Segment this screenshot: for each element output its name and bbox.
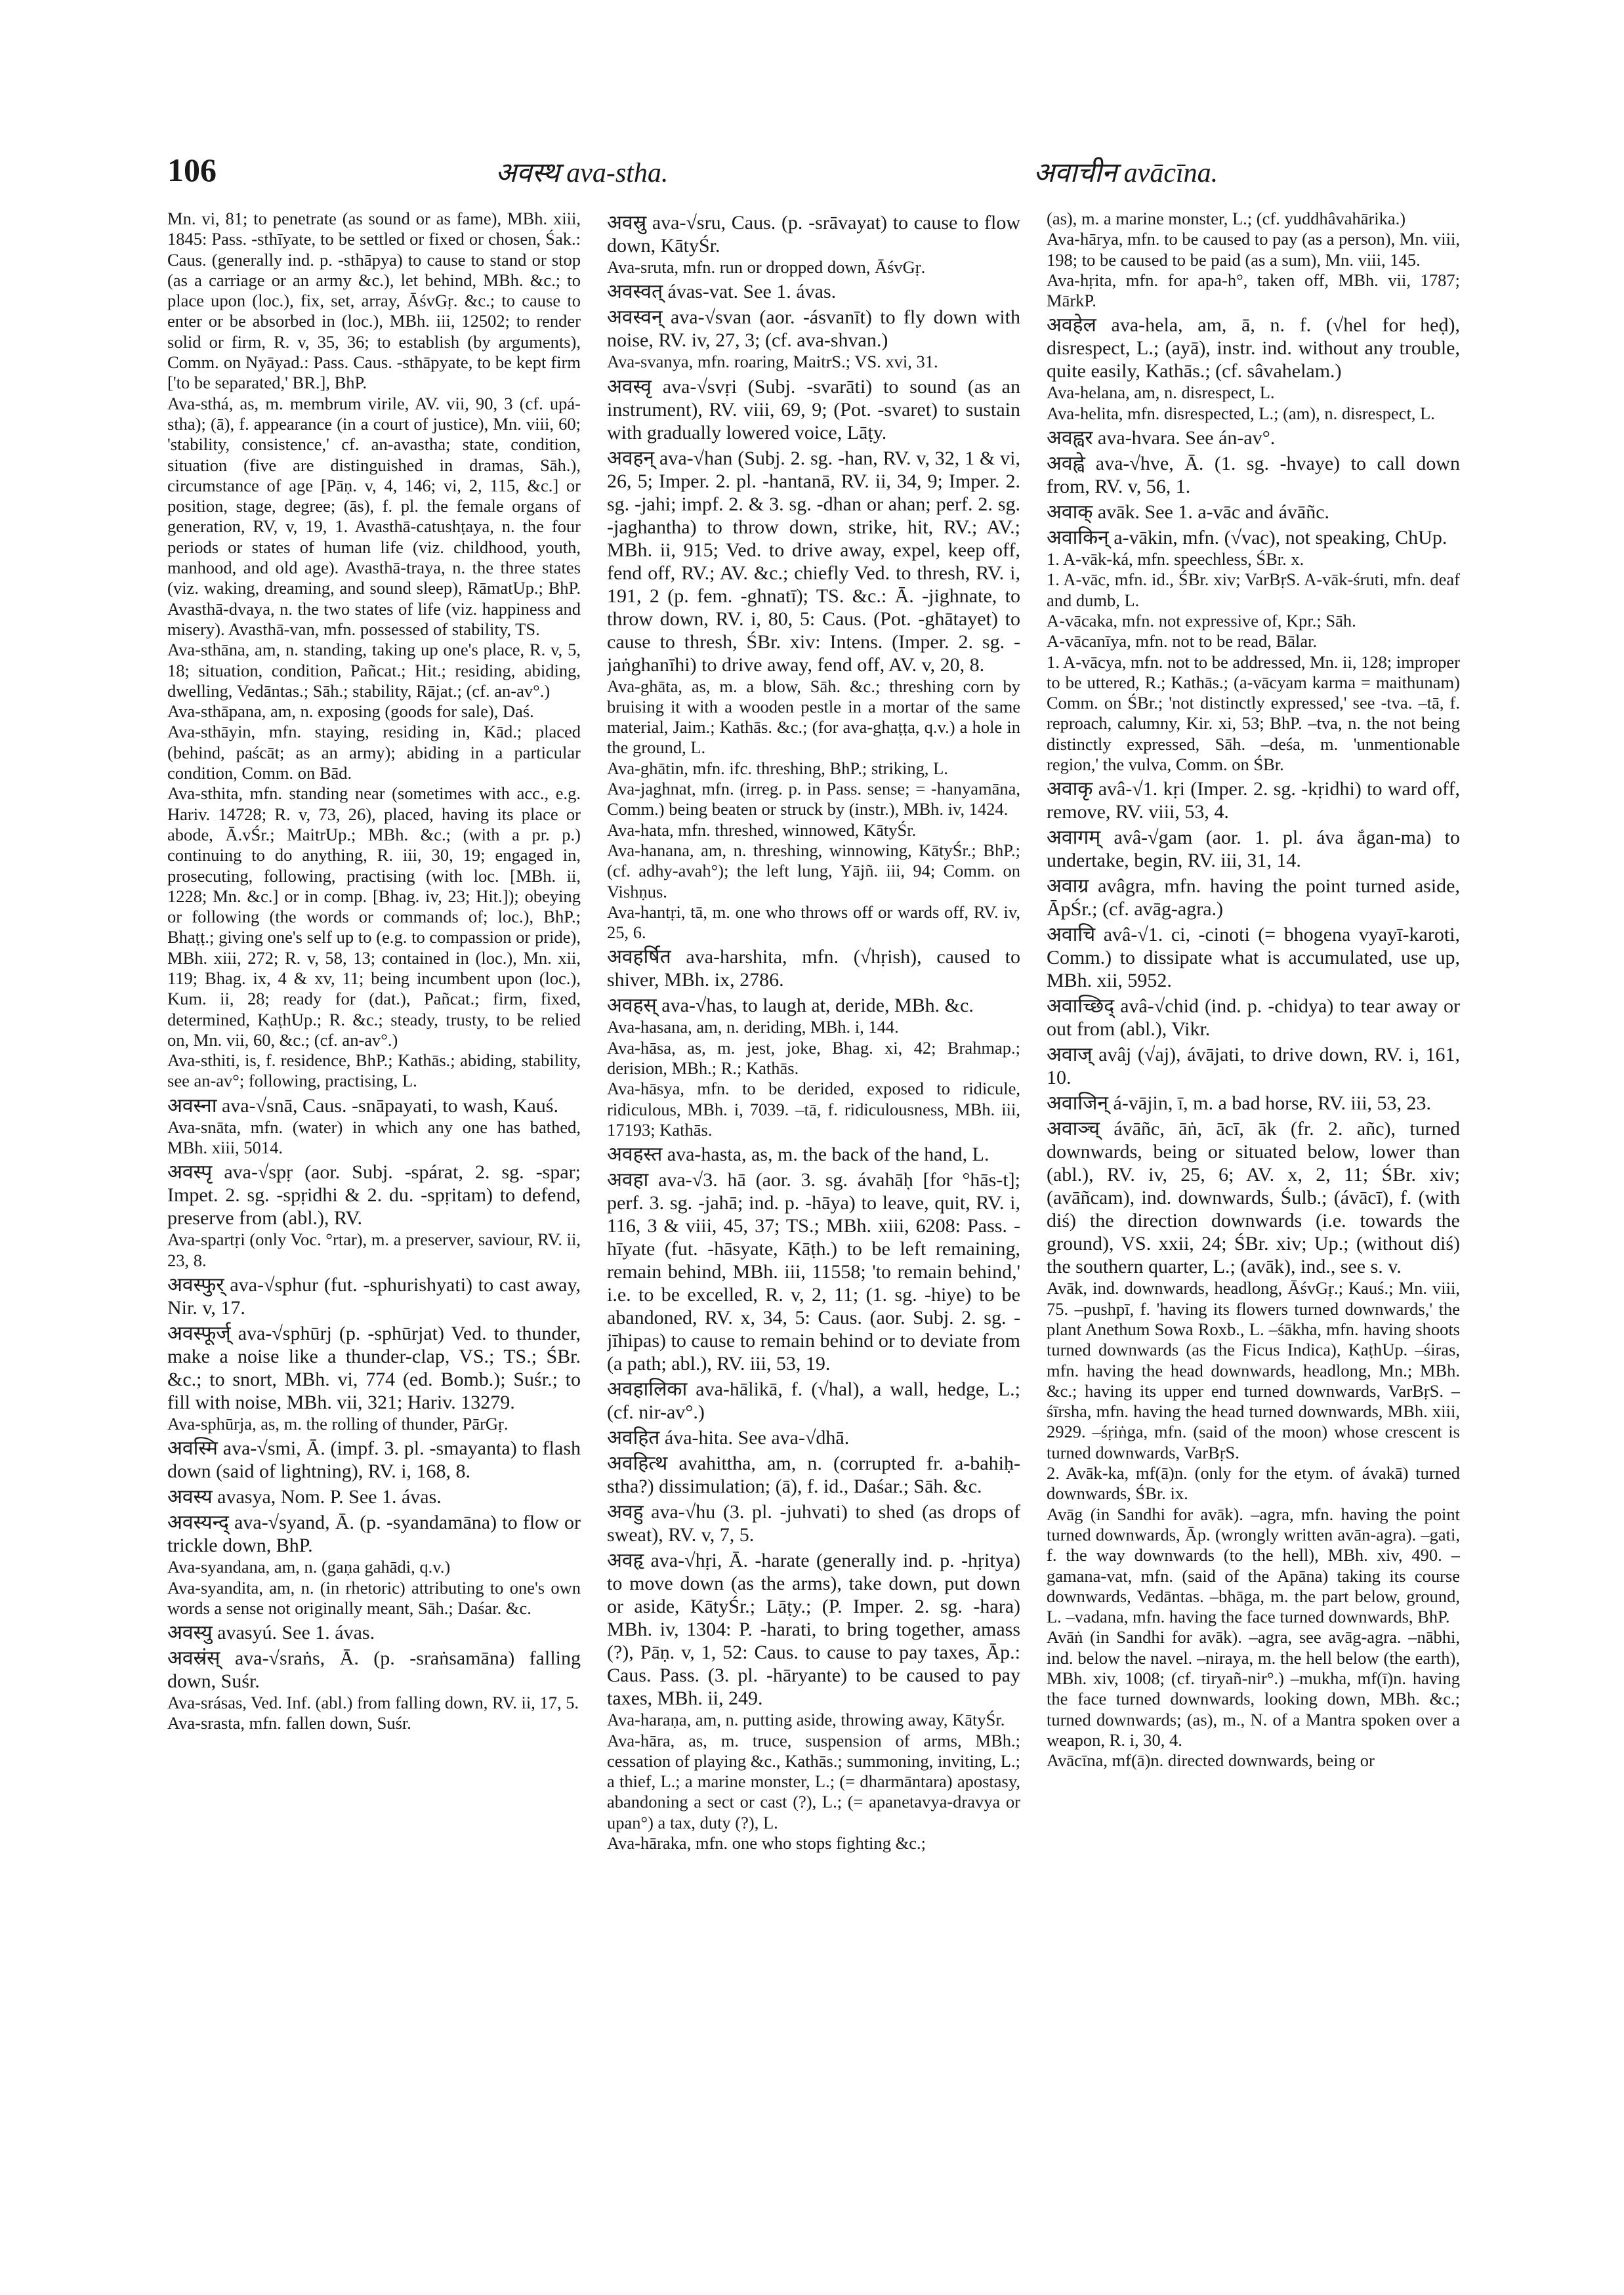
dictionary-entry: Ava-sthá, as, m. membrum virile, AV. vii, 90, 3 (cf. upá-stha); (ā), f. appearance (in a court of justice), Mn. viii, 60; 'stability, consistence,' cf. an-avastha; state, condition, situation (five are distinguished in dramas, Sāh.), circumstance of age [Pāṇ. v, 4, 146; vi, 2, 115, &c.] or position, stage, degree; (ās), f. pl. the female organs of generation, RV, v, 19, 1. Avasthā-catushṭaya, n. the four periods or states of human life (viz. childhood, youth, manhood, and old age). Avasthā-traya, n. the three states (viz. waking, dreaming, and sound sleep), RāmatUp.; BhP. Avasthā-dvaya, n. the two states of life (viz. happiness and misery). Avasthā-van, mfn. possessed of stability, TS. [167,393,581,639]
dictionary-entry: अवहेल ava-hela, am, ā, n. f. (√hel for heḍ), disrespect, L.; (ayā), instr. ind. without any trouble, quite easily, Kathās.; (cf. sâvahelam.) [1047,314,1460,382]
dictionary-entry: अवस्वन् ava-√svan (aor. -ásvanīt) to fly down with noise, RV. iv, 27, 3; (cf. ava-shvan.) [607,306,1020,352]
dictionary-entry: Ava-sthāyin, mfn. staying, residing in, Kād.; placed (behind, paścāt; as an army); abiding in a particular condition, Comm. on Bād. [167,722,581,783]
dictionary-entry: Ava-sruta, mfn. run or dropped down, ĀśvGṛ. [607,257,926,277]
dictionary-entry: अवहालिका ava-hālikā, f. (√hal), a wall, hedge, L.; (cf. nir-av°.) [607,1378,1020,1424]
dictionary-entry: अवस्पृ ava-√spṛ (aor. Subj. -spárat, 2. sg. -spar; Impet. 2. sg. -spṛidhi & 2. du. -spṛitam) to defend, preserve from (abl.), RV. [167,1161,581,1230]
dictionary-entry: अवहस् ava-√has, to laugh at, deride, MBh. &c. [607,995,974,1017]
page-header [167,148,1460,194]
dictionary-entry: Ava-hata, mfn. threshed, winnowed, KātyŚr. [607,819,917,840]
dictionary-entry: Ava-hantṛi, tā, m. one who throws off or wards off, RV. iv, 25, 6. [607,901,1020,943]
dictionary-entry: अवागम् avâ-√gam (aor. 1. pl. áva ắgan-ma) to undertake, begin, RV. iii, 31, 14. [1047,827,1460,872]
dictionary-entry: Ava-hārya, mfn. to be caused to pay (as a person), Mn. viii, 198; to be caused to be paid (as a sum), Mn. viii, 145. [1047,229,1460,270]
dictionary-entry: अवहन् ava-√han (Subj. 2. sg. -han, RV. v, 32, 1 & vi, 26, 5; Imper. 2. pl. -hantanā, RV. ii, 34, 9; Imper. 2. sg. -jahi; impf. 2. & 3. sg. -dhan or ahan; perf. 2. sg. -jaghantha) to throw down, strike, hit, RV.; AV.; MBh. ii, 915; Ved. to drive away, expel, keep off, fend off, RV.; AV. &c.; chiefly Ved. to thresh, RV. i, 191, 2 (p. fem. -ghnatī); TS. &c.: Ā. -jighnate, to throw down, RV. i, 80, 5: Caus. (Pot. -ghātayet) to cause to thresh, ŚBr. xiv: Intens. (Imper. 2. sg. -jaṅghanīhi) to drive away, fend off, AV. v, 20, 8. [607,447,1020,676]
header-right-headword: अवाचीन avācīna. [1033,158,1218,188]
dictionary-entry: (as), m. a marine monster, L.; (cf. yuddhâvahārika.) [1047,209,1406,228]
dictionary-entry: Ava-jaghnat, mfn. (irreg. p. in Pass. sense; = -hanyamāna, Comm.) being beaten or struck by (instr.), MBh. iv, 1424. [607,779,1020,819]
dictionary-entry: Ava-sphūrja, as, m. the rolling of thunder, PārGṛ. [167,1413,509,1434]
dictionary-entry: Mn. vi, 81; to penetrate (as sound or as fame), MBh. xiii, 1845: Pass. -sthīyate, to be settled or fixed or chosen, Śak.: Caus. (generally ind. p. -sthāpya) to cause to stand or stop (as a carriage or an army &c.), let behind, MBh. &c.; to place upon (loc.), fix, set, array, ĀśvGṛ. &c.; to cause to enter or be absorbed in (loc.), MBh. iii, 12502; to render solid or firm, R. v, 35, 36; to establish (by arguments), Comm. on Nyāyad.: Pass. Caus. -sthāpyate, to be kept firm ['to be separated,' BR.], BhP. [167,209,581,393]
dictionary-entry: 2. Avāk-ka, mf(ā)n. (only for the etym. of ávakā) turned downwards, ŚBr. ix. [1047,1463,1460,1504]
dictionary-entry: अवस्यु avasyú. See 1. ávas. [167,1622,375,1644]
dictionary-columns [167,209,1460,2249]
dictionary-entry: अवस्मि ava-√smi, Ā. (impf. 3. pl. -smayanta) to flash down (said of lightning), RV. i, 168, 8. [167,1437,581,1483]
dictionary-entry: Ava-srásas, Ved. Inf. (abl.) from falling down, RV. ii, 17, 5. [167,1693,579,1713]
dictionary-entry: Avāk, ind. downwards, headlong, ĀśvGṛ.; Kauś.; Mn. viii, 75. –pushpī, f. 'having its flowers turned downwards,' the plant Anethum Sowa Roxb., L. –śākha, mfn. having shoots turned downwards (as the Ficus Indica), KaṭhUp. –śiras, mfn. having the head downwards, headlong, Mn.; MBh. &c.; having its upper end turned downwards, VarBṛS. –śīrsha, mfn. having the head turned downwards, MBh. xiii, 2929. –śṛiṅga, mfn. (said of the moon) whose crescent is turned downwards, VarBṛS. [1047,1278,1460,1462]
dictionary-entry: Ava-syandana, am, n. (gaṇa gahādi, q.v.) [167,1557,451,1577]
dictionary-entry: Ava-helita, mfn. disrespected, L.; (am), n. disrespect, L. [1047,403,1435,423]
dictionary-entry: अवाग्र avâgra, mfn. having the point turned aside, ĀpŚr.; (cf. avāg-agra.) [1047,875,1460,920]
dictionary-entry: अवस्ना ava-√snā, Caus. -snāpayati, to wash, Kauś. [167,1094,558,1117]
dictionary-entry: अवाचि avâ-√1. ci, -cinoti (= bhogena vyayī-karoti, Comm.) to dissipate what is accumulated, use up, MBh. xii, 5952. [1047,924,1460,992]
dictionary-entry: अवस्वत् ávas-vat. See 1. ávas. [607,281,837,303]
dictionary-entry: अवाजिन् á-vājin, ī, m. a bad horse, RV. iii, 53, 23. [1047,1092,1432,1115]
dictionary-entry: Ava-hāraka, mfn. one who stops fighting &c.; [607,1833,926,1853]
dictionary-entry: Ava-haraṇa, am, n. putting aside, throwing away, KātyŚr. [607,1710,1005,1730]
dictionary-entry: अवाकिन् a-vākin, mfn. (√vac), not speaking, ChUp. [1047,527,1447,549]
dictionary-entry: अवस्फूर्ज् ava-√sphūrj (p. -sphūrjat) Ved. to thunder, make a noise like a thunder-clap, VS.; TS.; ŚBr. &c.; to snort, MBh. vi, 774 (ed. Bomb.); Suśr.; to fill with noise, MBh. vii, 321; Hariv. 13279. [167,1322,581,1413]
dictionary-entry: Ava-hāsya, mfn. to be derided, exposed to ridicule, ridiculous, MBh. i, 7039. –tā, f. ridiculousness, MBh. iii, 17193; Kathās. [607,1079,1020,1140]
column-left [167,209,581,2249]
dictionary-entry: अवह्वे ava-√hve, Ā. (1. sg. -hvaye) to call down from, RV. v, 56, 1. [1047,453,1460,498]
dictionary-entry: अवहृ ava-√hṛi, Ā. -harate (generally ind. p. -hṛitya) to move down (as the arms), take down, put down or aside, KātyŚr.; Lāṭy.; (P. Imper. 2. sg. -hara) MBh. iv, 1304: P. -harati, to bring together, amass (?), Pāṇ. v, 1, 52: Caus. to cause to pay taxes, Āp.: Caus. Pass. (3. pl. -hāryante) to be caused to pay taxes, MBh. ii, 249. [607,1550,1020,1710]
dictionary-entry: Avācīna, mf(ā)n. directed downwards, being or [1047,1750,1375,1771]
dictionary-entry: Ava-sthita, mfn. standing near (sometimes with acc., e.g. Hariv. 14728; R. v, 73, 26), placed, having its place or abode, Ā.vŚr.; MaitrUp.; MBh. &c.; (with a pr. p.) continuing to do anything, R. iii, 30, 19; engaged in, prosecuting, following, practising (with loc. [MBh. ii, 1228; Mn. &c.] or in comp. [Bhag. iv, 23; Hit.]); obeying or following (the words or commands of; loc.), BhP.; Bhaṭṭ.; giving one's self up to (e.g. to compassion or pride), MBh. xiii, 272; R. v, 58, 13; contained in (loc.), Mn. xii, 119; Bhag. ix, 4 & xv, 11; being incumbent upon (loc.), Kum. ii, 28; ready for (dat.), Pañcat.; firm, fixed, determined, KaṭhUp.; R. &c.; steady, trusty, to be relied on, Mn. vii, 60, &c.; (cf. an-av°.) [167,783,581,1050]
dictionary-entry: Ava-svanya, mfn. roaring, MaitrS.; VS. xvi, 31. [607,352,938,372]
dictionary-entry: अवस्य avasya, Nom. P. See 1. ávas. [167,1486,442,1508]
dictionary-entry: अवाक् avāk. See 1. a-vāc and ávāñc. [1047,501,1330,524]
dictionary-entry: Ava-syandita, am, n. (in rhetoric) attributing to one's own words a sense not originally meant, Sāh.; Daśar. &c. [167,1577,581,1618]
dictionary-entry: Ava-hanana, am, n. threshing, winnowing, KātyŚr.; BhP.; (cf. adhy-avah°); the left lung, Yājñ. iii, 94; Comm. on Vishṇus. [607,840,1020,901]
header-left-headword: अवस्थ ava-stha. [495,158,669,188]
dictionary-entry: Ava-sthāna, am, n. standing, taking up one's place, R. v, 5, 18; situation, condition, Pañcat.; Hit.; residing, abiding, dwelling, Vedāntas.; Sāh.; stability, Rājat.; (cf. an-av°.) [167,640,581,701]
dictionary-entry: अवस्वृ ava-√svṛi (Subj. -svarāti) to sound (as an instrument), RV. viii, 69, 9; (Pot. -svaret) to sustain with gradually lowered voice, Lāṭy. [607,375,1020,444]
dictionary-entry: Ava-ghāta, as, m. a blow, Sāh. &c.; threshing corn by bruising it with a wooden pestle in a mortar of the same material, Jaim.; Kathās. &c.; (for ava-ghaṭṭa, q.v.) a hole in the ground, L. [607,676,1020,758]
dictionary-entry: Ava-hasana, am, n. deriding, MBh. i, 144. [607,1017,899,1037]
dictionary-entry: अवस्रंस् ava-√sraṅs, Ā. (p. -sraṅsamāna) falling down, Suśr. [167,1647,581,1693]
dictionary-entry: अवाज् avâj (√aj), ávājati, to drive down, RV. i, 161, 10. [1047,1044,1460,1089]
dictionary-entry: अवाञ्च् ávāñc, āṅ, ācī, āk (fr. 2. añc), turned downwards, being or situated below, lower than (abl.), RV. iv, 25, 6; AV. x, 2, 11; ŚBr. xiv; (avāñcam), ind. downwards, Śulb.; (ávācī), f. (with diś) the direction downwards (i.e. towards the ground), VS. xxii, 24; ŚBr. xiv; Up.; (without diś) the southern quarter, L.; (avāk), ind., see s. v. [1047,1118,1460,1278]
dictionary-entry: 1. A-vāk-ká, mfn. speechless, ŚBr. x. [1047,549,1304,569]
dictionary-entry: Ava-sthāpana, am, n. exposing (goods for sale), Daś. [167,701,534,722]
dictionary-entry: Ava-srasta, mfn. fallen down, Suśr. [167,1713,411,1733]
dictionary-entry: A-vācanīya, mfn. not to be read, Bālar. [1047,631,1318,651]
dictionary-entry: Ava-ghātin, mfn. ifc. threshing, BhP.; striking, L. [607,758,948,778]
dictionary-entry: अवहु ava-√hu (3. pl. -juhvati) to shed (as drops of sweat), RV. v, 7, 5. [607,1501,1020,1546]
column-right [1047,209,1460,2249]
dictionary-entry: अवाकृ avâ-√1. kṛi (Imper. 2. sg. -kṛidhi) to ward off, remove, RV. viii, 53, 4. [1047,778,1460,823]
dictionary-entry: अवहित áva-hita. See ava-√dhā. [607,1427,850,1449]
dictionary-entry: Ava-hāsa, as, m. jest, joke, Bhag. xi, 42; Brahmap.; derision, MBh.; R.; Kathās. [607,1037,1020,1079]
dictionary-entry: अवाच्छिद् avâ-√chid (ind. p. -chidya) to tear away or out from (abl.), Vikr. [1047,995,1460,1041]
dictionary-entry: अवस्यन्द् ava-√syand, Ā. (p. -syandamāna) to flow or trickle down, BhP. [167,1512,581,1557]
dictionary-entry: Ava-hāra, as, m. truce, suspension of arms, MBh.; cessation of playing &c., Kathās.; summoning, inviting, L.; a thief, L.; a marine monster, L.; (= dharmāntara) apostasy, abandoning a sect or cast (?), L.; (= apanetavya-dravya or upan°) a tax, duty (?), L. [607,1730,1020,1832]
dictionary-entry: 1. A-vāc, mfn. id., ŚBr. xiv; VarBṛS. A-vāk-śruti, mfn. deaf and dumb, L. [1047,569,1460,610]
dictionary-entry: Ava-hṛita, mfn. for apa-h°, taken off, MBh. vii, 1787; MārkP. [1047,270,1460,311]
dictionary-entry: अवहस्त ava-hasta, as, m. the back of the hand, L. [607,1144,989,1166]
dictionary-entry: Ava-sthiti, is, f. residence, BhP.; Kathās.; abiding, stability, see an-av°; following, practising, L. [167,1050,581,1091]
dictionary-entry: Ava-spartṛi (only Voc. °rtar), m. a preserver, saviour, RV. ii, 23, 8. [167,1230,581,1270]
dictionary-entry: A-vācaka, mfn. not expressive of, Kpr.; Sāh. [1047,610,1356,631]
dictionary-entry: 1. A-vācya, mfn. not to be addressed, Mn. ii, 128; improper to be uttered, R.; Kathās.; (a-vācyam karma = maithunam) Comm. on ŚBr.; 'not distinctly expressed,' see -tva. –tā, f. reproach, calumny, Kir. xi, 53; BhP. –tva, n. the not being distinctly expressed, Sāh. –deśa, m. 'unmentionable region,' the vulva, Comm. on ŚBr. [1047,651,1460,775]
dictionary-entry: Ava-snāta, mfn. (water) in which any one has bathed, MBh. xiii, 5014. [167,1117,581,1158]
dictionary-entry: Avāg (in Sandhi for avāk). –agra, mfn. having the point turned downwards, Āp. (wrongly written avān-agra). –gati, f. the way downwards (to the hell), MBh. xiv, 490. –gamana-vat, mfn. (said of the Apāna) taking its course downwards, Vedāntas. –bhāga, m. the part below, ground, L. –vadana, mfn. having the face turned downwards, BhP. [1047,1504,1460,1627]
dictionary-entry: अवहर्षित ava-harshita, mfn. (√hṛish), caused to shiver, MBh. ix, 2786. [607,946,1020,991]
dictionary-entry: Ava-helana, am, n. disrespect, L. [1047,382,1275,403]
dictionary-entry: Avāṅ (in Sandhi for avāk). –agra, see avāg-agra. –nābhi, ind. below the navel. –niraya, m. the hell below (the earth), MBh. xiv, 1008; (cf. tiryañ-nir°.) –mukha, mf(ī)n. having the face turned downwards, looking down, MBh. &c.; turned downwards; (as), m., N. of a Mantra spoken over a weapon, R. i, 30, 4. [1047,1627,1460,1750]
dictionary-entry: अवस्रु ava-√sru, Caus. (p. -srāvayat) to cause to flow down, KātyŚr. [607,212,1020,257]
column-middle [607,209,1020,2249]
dictionary-entry: अवहा ava-√3. hā (aor. 3. sg. ávahāḥ [for °hās-t]; perf. 3. sg. -jahā; ind. p. -hāya) to leave, quit, RV. i, 116, 3 & viii, 45, 37; TS.; MBh. xiii, 6208: Pass. -hīyate (fut. -hāsyate, Kāṭh.) to be left remaining, remain behind, MBh. iii, 11558; 'to remain behind,' i.e. to be excelled, R. v, 2, 11; (1. sg. -hiye) to be abandoned, RV. x, 34, 5: Caus. (aor. Subj. 2. sg. -jīhipas) to cause to remain behind or to deviate from (a path; abl.), RV. iii, 53, 19. [607,1169,1020,1375]
page-number: 106 [167,152,217,188]
dictionary-entry: अवस्फुर् ava-√sphur (fut. -sphurishyati) to cast away, Nir. v, 17. [167,1273,581,1319]
dictionary-entry: अवहित्थ avahittha, am, n. (corrupted fr. a-bahiḥ-stha?) dissimulation; (ā), f. id., Daśar.; Sāh. &c. [607,1453,1020,1498]
dictionary-entry: अवह्वर ava-hvara. See án-av°. [1047,427,1276,449]
